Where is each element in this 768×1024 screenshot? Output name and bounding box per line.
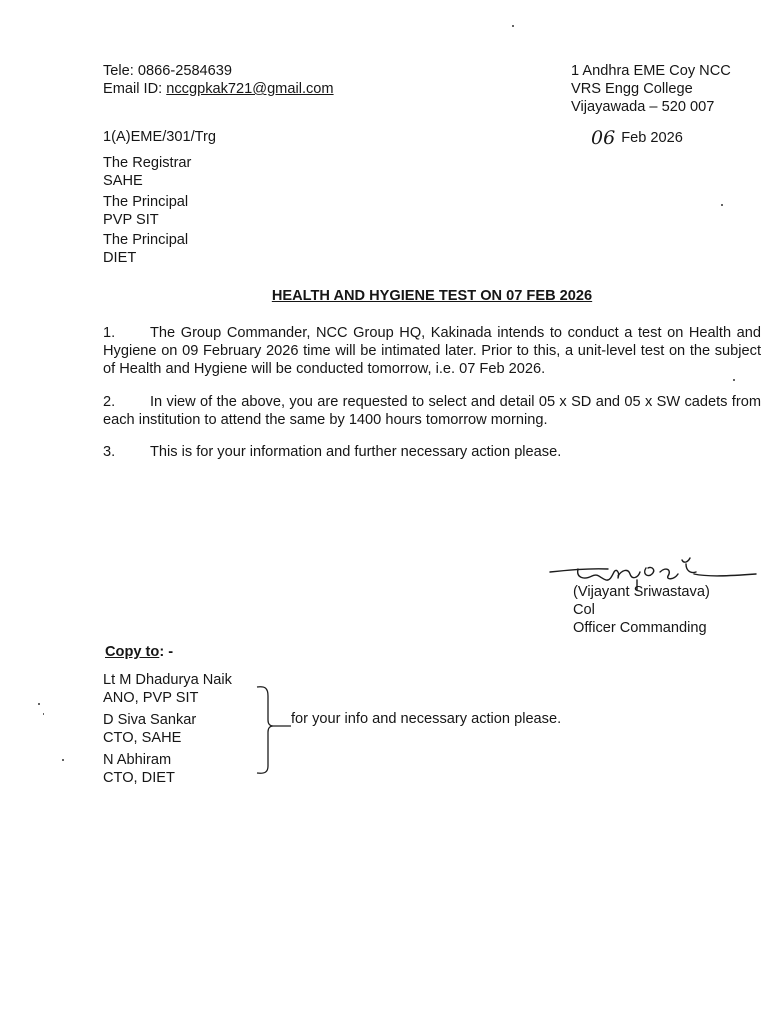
addressee-title: The Registrar — [103, 155, 192, 171]
copy-recipients — [103, 671, 232, 787]
paragraph-number: 3. — [103, 444, 116, 460]
unit-college: VRS Engg College — [571, 81, 693, 97]
signatory-designation: Officer Commanding — [573, 620, 707, 636]
copy-to-suffix: : - — [159, 644, 174, 660]
recipient-name: Lt M Dhadurya Naik — [103, 672, 232, 688]
copy-to-heading — [105, 643, 173, 661]
recipient-name: D Siva Sankar — [103, 712, 197, 728]
sender-contact — [103, 62, 334, 98]
addressee-org: SAHE — [103, 173, 143, 189]
speck-mark — [38, 703, 40, 705]
speck-mark — [43, 713, 44, 715]
letter-subject: HEALTH AND HYGIENE TEST ON 07 FEB 2026 — [271, 288, 593, 304]
recipient-role: CTO, SAHE — [103, 730, 182, 746]
telephone-line: Tele: 0866-2584639 — [103, 63, 233, 79]
speck-mark — [512, 25, 514, 27]
email-link[interactable]: nccgpkak721@gmail.com — [166, 81, 334, 97]
signatory-name: (Vijayant Sriwastava) — [573, 584, 710, 600]
addressee-org: PVP SIT — [103, 212, 159, 228]
paragraph-number: 2. — [103, 394, 116, 410]
paragraph-number: 1. — [103, 325, 116, 341]
addressee-title: The Principal — [103, 194, 189, 210]
signatory-block — [573, 583, 710, 637]
addressee-org: DIET — [103, 250, 137, 266]
handwritten-day: 06 — [591, 127, 616, 149]
copy-to-label: Copy to — [105, 644, 160, 660]
speck-mark — [721, 204, 723, 206]
right-brace — [255, 684, 291, 776]
unit-city: Vijayawada – 520 007 — [571, 99, 715, 115]
date-month-year: Feb 2026 — [621, 130, 683, 146]
signatory-rank: Col — [573, 602, 595, 618]
recipient-name: N Abhiram — [103, 752, 172, 768]
recipient-role: ANO, PVP SIT — [103, 690, 199, 706]
paragraph-2 — [103, 393, 761, 429]
addressee-3 — [103, 231, 188, 267]
reference-number: 1(A)EME/301/Trg — [103, 129, 217, 145]
letter-date — [591, 127, 683, 147]
email-line — [103, 80, 334, 98]
addressee-1 — [103, 154, 191, 190]
copy-note: for your info and necessary action please. — [291, 711, 562, 727]
paragraph-1 — [103, 324, 761, 378]
paragraph-text: This is for your information and further necessary action please. — [150, 444, 562, 460]
unit-name: 1 Andhra EME Coy NCC — [571, 63, 731, 79]
email-label: Email ID: — [103, 81, 167, 97]
speck-mark — [62, 759, 64, 761]
addressee-2 — [103, 193, 188, 229]
sender-address — [571, 62, 731, 116]
speck-mark — [733, 379, 735, 381]
paragraph-text: The Group Commander, NCC Group HQ, Kakinada intends to conduct a test on Health and Hygiene on 09 February 2026 time will be intimated later. Prior to this, a unit-level test on the subject of Health and Hygiene will be conducted tomorrow, i.e. 07 Feb 2026. — [103, 325, 761, 377]
addressee-title: The Principal — [103, 232, 189, 248]
paragraph-text: In view of the above, you are requested to select and detail 05 x SD and 05 x SW cadets from each institution to attend the same by 1400 hours tomorrow morning. — [103, 394, 761, 428]
paragraph-3 — [103, 443, 761, 461]
recipient-role: CTO, DIET — [103, 770, 175, 786]
